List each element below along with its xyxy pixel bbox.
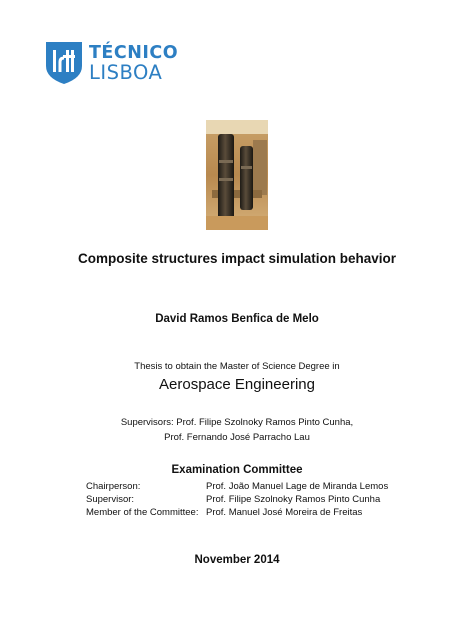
committee-member: Prof. Filipe Szolnoky Ramos Pinto Cunha	[206, 494, 381, 505]
author-name: David Ramos Benfica de Melo	[155, 313, 319, 325]
thesis-date: November 2014	[194, 554, 280, 566]
supervisors-line-1: Supervisors: Prof. Filipe Szolnoky Ramos Pinto Cunha,	[120, 417, 354, 428]
logo-line-1: TÉCNICO	[89, 43, 179, 63]
committee-role: Chairperson:	[86, 481, 141, 492]
committee-role: Member of the Committee:	[86, 507, 199, 518]
committee-title: Examination Committee	[171, 464, 303, 476]
ist-logo	[46, 42, 179, 84]
committee-row	[86, 507, 426, 520]
committee-row	[86, 481, 426, 494]
thesis-title: Composite structures impact simulation behavior	[77, 251, 397, 266]
composite-tubes-photo	[206, 120, 268, 230]
ist-shield-icon	[46, 42, 82, 84]
degree-name: Aerospace Engineering	[159, 376, 315, 393]
logo-line-2: LISBOA	[89, 61, 163, 84]
committee-row	[86, 494, 426, 507]
committee-member: Prof. João Manuel Lage de Miranda Lemos	[206, 481, 389, 492]
supervisors-line-2: Prof. Fernando José Parracho Lau	[164, 432, 310, 443]
committee-member: Prof. Manuel José Moreira de Freitas	[206, 507, 363, 518]
committee-list	[86, 481, 426, 520]
committee-role: Supervisor:	[86, 494, 135, 505]
thesis-purpose: Thesis to obtain the Master of Science Degree in	[134, 361, 340, 372]
